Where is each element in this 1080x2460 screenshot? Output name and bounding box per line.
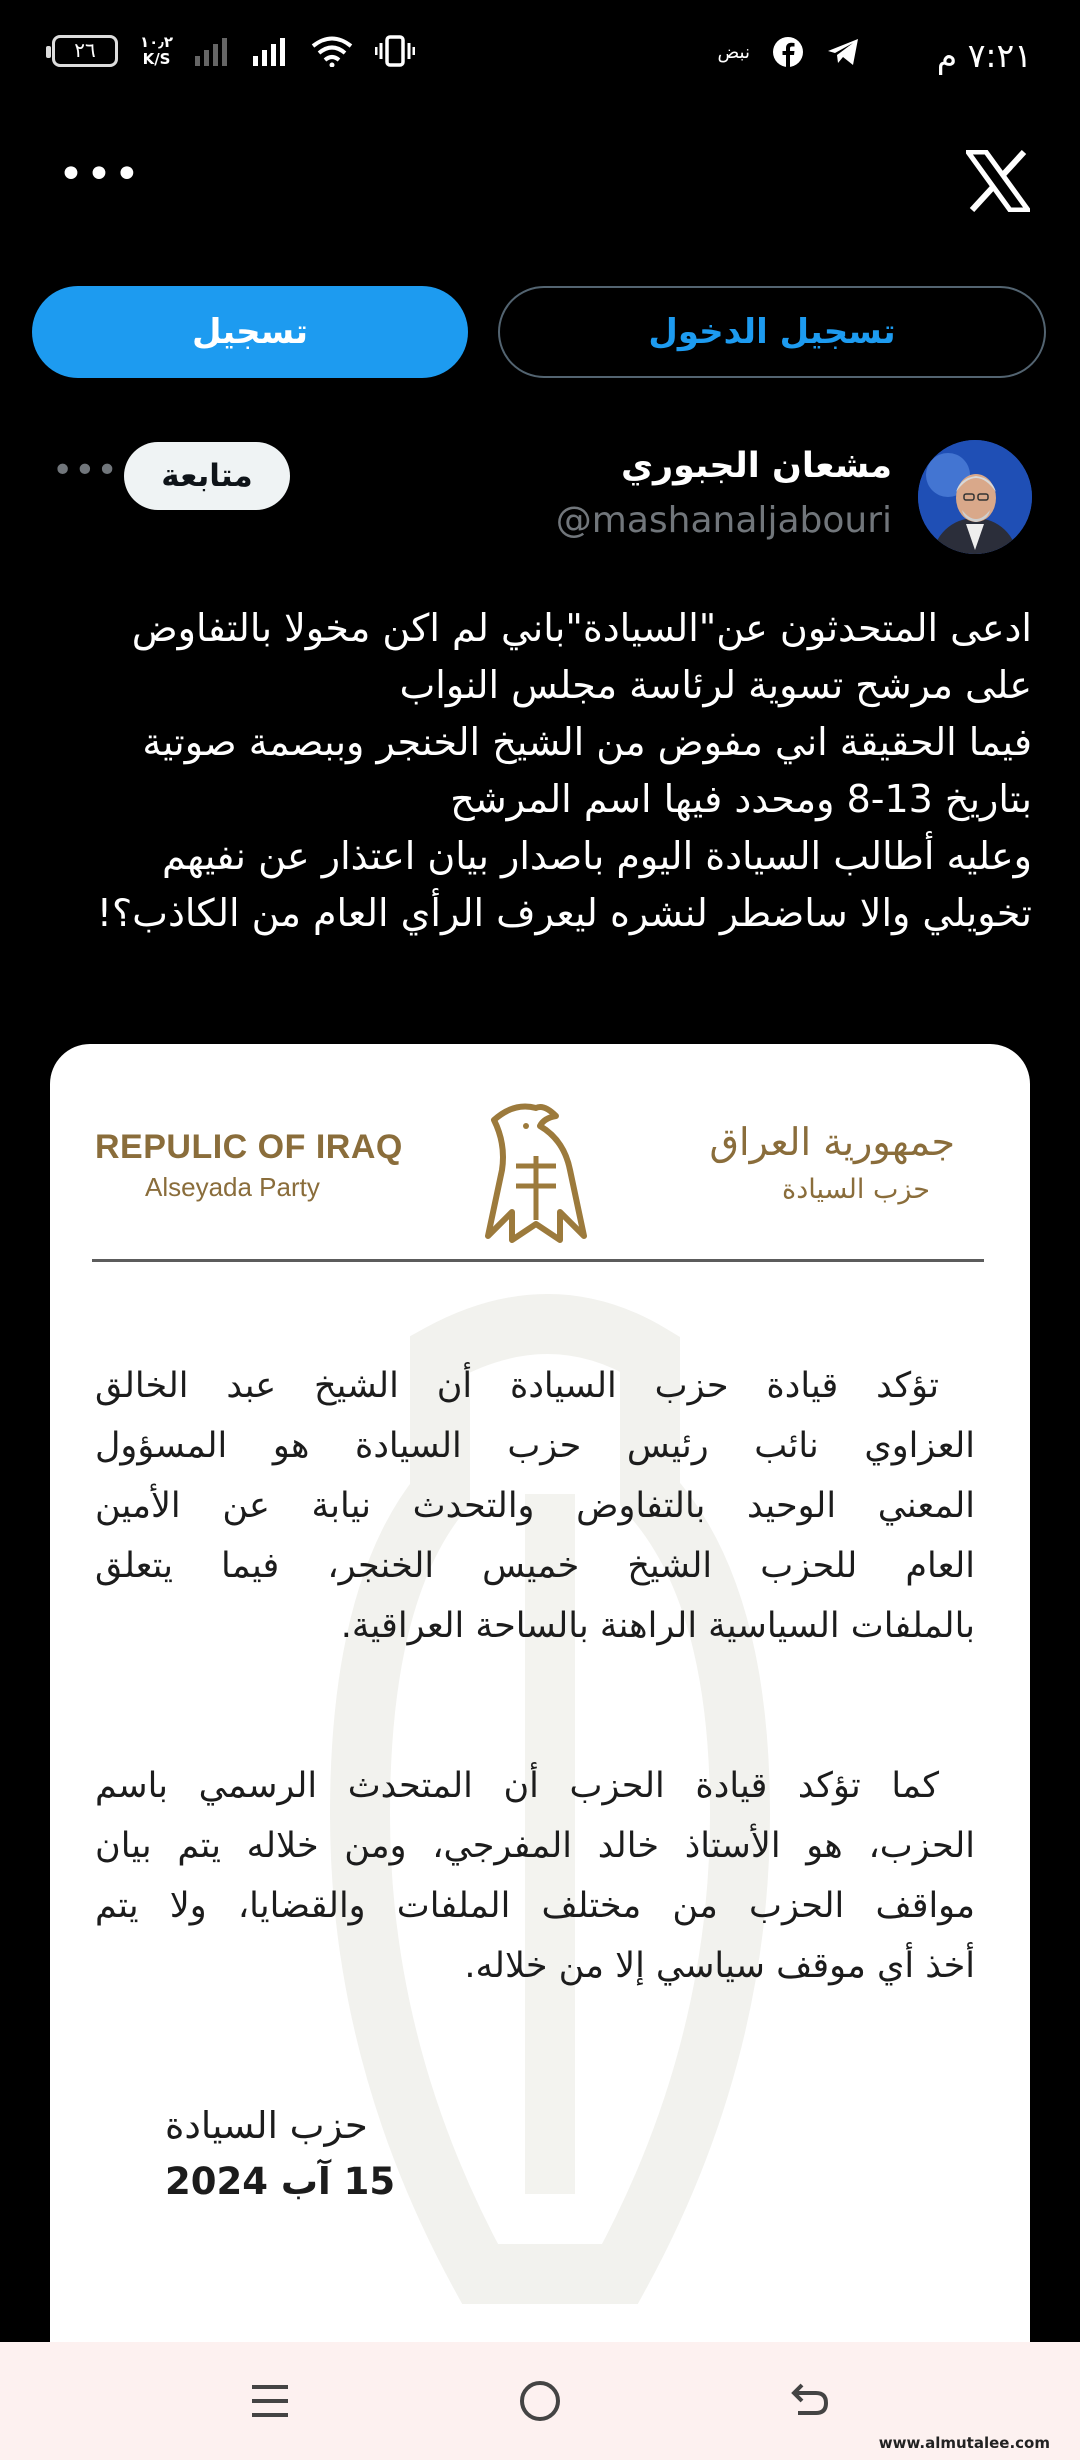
signal-icon-2 xyxy=(253,36,289,66)
tweet-line: بتاريخ 13-8 ومحدد فيها اسم المرشح xyxy=(450,777,1032,821)
tweet-media-image[interactable] xyxy=(50,1044,1030,2460)
battery-icon xyxy=(52,35,118,67)
statement-line: تؤكد قيادة حزب السيادة أن الشيخ عبد الخالق xyxy=(95,1366,939,1406)
header-divider xyxy=(92,1259,984,1262)
statement-line: الحزب، هو الأستاذ خالد المفرجي، ومن خلاله يتم بيان xyxy=(95,1826,975,1866)
home-button[interactable] xyxy=(505,2366,575,2436)
net-speed xyxy=(140,34,173,68)
statement-line: العزاوي نائب رئيس حزب السيادة هو المسؤول xyxy=(95,1426,975,1466)
vibrate-icon xyxy=(375,35,415,67)
facebook-icon xyxy=(772,36,804,68)
back-icon xyxy=(788,2379,832,2423)
statement-line: العام للحزب الشيخ خميس الخنجر، فيما يتعلق xyxy=(95,1546,975,1586)
signup-button[interactable]: تسجيل xyxy=(32,286,468,378)
login-button[interactable]: تسجيل الدخول xyxy=(498,286,1046,378)
home-icon xyxy=(518,2379,562,2423)
tweet-line: فيما الحقيقة اني مفوض من الشيخ الخنجر وببصمة صوتية xyxy=(142,720,1032,764)
signal-icon xyxy=(195,36,231,66)
post-more-icon[interactable]: ••• xyxy=(52,450,119,491)
battery-level: ٢٦ xyxy=(74,38,96,62)
wifi-icon xyxy=(311,35,353,67)
recents-button[interactable] xyxy=(235,2366,305,2436)
status-bar xyxy=(0,0,1080,110)
system-nav-bar xyxy=(0,2342,1080,2460)
statement-line: بالملفات السياسية الراهنة بالساحة العراقية. xyxy=(340,1606,975,1646)
net-speed-value: ١٠٫٢ xyxy=(140,33,174,51)
header-ar-subtitle: حزب السيادة xyxy=(782,1174,930,1205)
header-en-title: REPULIC OF IRAQ xyxy=(95,1128,403,1166)
statement-paragraph-2 xyxy=(95,1756,975,1996)
header-ar-title: جمهورية العراق xyxy=(709,1120,955,1164)
net-speed-unit: K/S xyxy=(142,50,171,68)
telegram-icon xyxy=(826,37,860,67)
x-logo-icon xyxy=(966,150,1030,212)
statement-line: مواقف الحزب من مختلف الملفات والقضايا، ولا يتم xyxy=(95,1886,975,1926)
avatar-portrait xyxy=(918,440,1032,554)
statement-date: 15 آب 2024 xyxy=(165,2160,396,2203)
tweet-text xyxy=(32,600,1032,942)
follow-button[interactable]: متابعة xyxy=(124,442,290,510)
site-watermark: www.almutalee.com xyxy=(878,2434,1050,2452)
back-button[interactable] xyxy=(775,2366,845,2436)
carrier-text: نبض xyxy=(717,41,750,63)
tweet-line: ادعى المتحدثون عن"السيادة"باني لم اكن مخولا بالتفاوض xyxy=(131,606,1032,650)
party-eagle-logo-icon xyxy=(474,1100,598,1246)
tweet-line: على مرشح تسوية لرئاسة مجلس النواب xyxy=(399,663,1032,707)
tweet-line: وعليه أطالب السيادة اليوم باصدار بيان اعتذار عن نفيهم xyxy=(161,834,1032,878)
statement-line: المعني الوحيد بالتفاوض والتحدث نيابة عن الأمين xyxy=(95,1486,975,1526)
statement-line: كما تؤكد قيادة الحزب أن المتحدث الرسمي باسم xyxy=(95,1766,939,1806)
author-display-name[interactable]: مشعان الجبوري xyxy=(620,446,892,486)
recents-icon xyxy=(248,2379,292,2423)
tweet-line: تخويلي والا ساضطر لنشره ليعرف الرأي العام من الكاذب؟! xyxy=(96,891,1032,935)
author-handle[interactable]: @mashanaljabouri xyxy=(555,500,892,541)
status-notifications xyxy=(718,36,861,68)
more-options-icon[interactable]: ••• xyxy=(58,149,142,200)
header-en-subtitle: Alseyada Party xyxy=(145,1172,320,1202)
avatar[interactable] xyxy=(918,440,1032,554)
statement-line: أخذ أي موقف سياسي إلا من خلاله. xyxy=(464,1946,975,1986)
clock: ٧:٢١ م xyxy=(936,36,1032,75)
status-left xyxy=(52,34,415,68)
signature: حزب السيادة xyxy=(165,2104,368,2147)
statement-paragraph-1 xyxy=(95,1356,975,1656)
